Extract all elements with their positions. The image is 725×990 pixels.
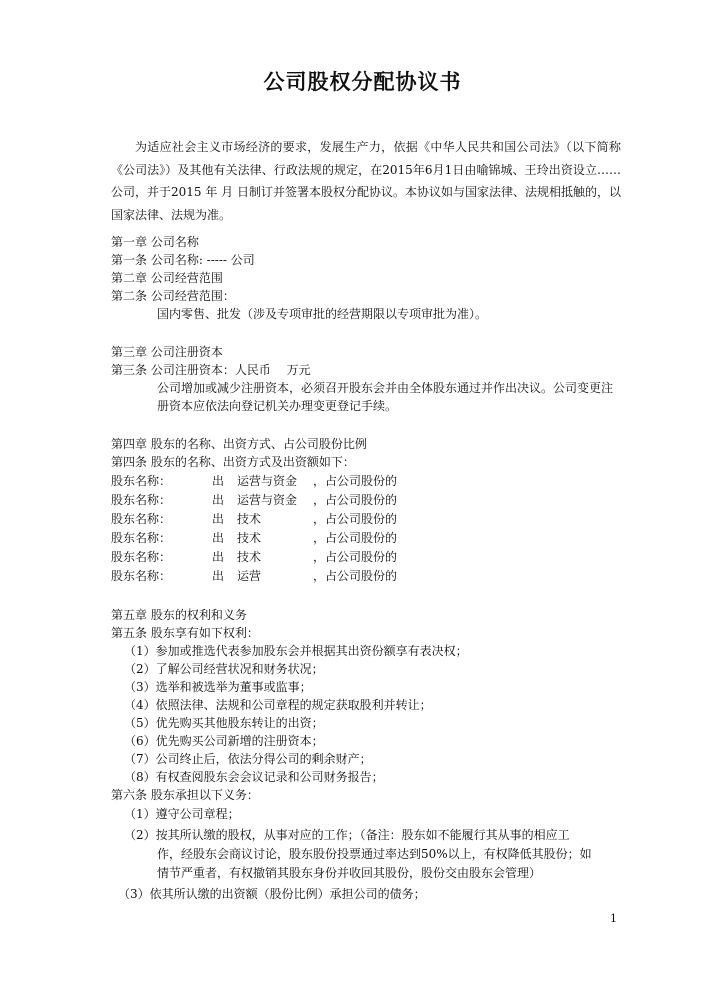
article-3: 第三条 公司注册资本：人民币 万元 [111, 363, 311, 377]
shareholder-contribution-method: 运营 [237, 569, 262, 583]
shareholder-share-label: ，占公司股份的 [313, 493, 398, 507]
shareholder-name-label: 股东名称： [111, 474, 172, 488]
right-item: （8）有权查阅股东会会议记录和公司财务报告； [124, 770, 384, 784]
chapter-5-heading: 第五章 股东的权利和义务 [111, 608, 247, 622]
intro-paragraph: 为适应社会主义市场经济的要求，发展生产力，依据《中华人民共和国公司法》（以下简称《公司法》）及其他有关法律、行政法规的规定，在2015年6月1日由喻锦城、王玲出资设立…… 公司，并于2015 年 月 日制订并签署本股权分配协议。本协议如与国家法律、法规相抵触的，以国家法律、法规为准。 [111, 140, 621, 222]
shareholder-share-label: ，占公司股份的 [313, 531, 398, 545]
right-item: （2）了解公司经营状况和财务状况； [124, 662, 324, 676]
right-item: （4）依照法律、法规和公司章程的规定获取股利并转让； [124, 698, 432, 712]
shareholder-contribution-label: 出 [212, 512, 225, 526]
shareholder-share-label: ，占公司股份的 [313, 550, 398, 564]
chapter-4-heading: 第四章 股东的名称、出资方式、占公司股份比例 [111, 437, 367, 451]
duty-item-continued: 作，经股东会商议讨论，股东股份投票通过率达到50%以上，有权降低其股份；如 [157, 847, 592, 861]
article-6: 第六条 股东承担以下义务： [111, 788, 259, 802]
shareholder-contribution-method: 技术 [237, 512, 262, 526]
right-item: （3）选举和被选举为董事或监事； [124, 680, 312, 694]
shareholder-name-label: 股东名称： [111, 550, 172, 564]
shareholder-contribution-label: 出 [212, 474, 225, 488]
shareholder-contribution-method: 运营与资金 [237, 474, 298, 488]
shareholder-contribution-method: 运营与资金 [237, 493, 298, 507]
shareholder-contribution-label: 出 [212, 550, 225, 564]
article-2-body: 国内零售、批发（涉及专项审批的经营期限以专项审批为准）。 [157, 307, 488, 321]
chapter-2-heading: 第二章 公司经营范围 [111, 271, 223, 285]
shareholder-contribution-method: 技术 [237, 531, 262, 545]
duty-item: （2）按其所认缴的股权，从事对应的工作；（备注：股东如不能履行其从事的相应工 [124, 828, 570, 842]
article-2: 第二条 公司经营范围： [111, 289, 235, 303]
document-title: 公司股权分配协议书 [263, 70, 462, 94]
shareholder-name-label: 股东名称： [111, 512, 172, 526]
chapter-1-heading: 第一章 公司名称 [111, 235, 199, 249]
shareholder-name-label: 股东名称： [111, 493, 172, 507]
shareholder-share-label: ，占公司股份的 [313, 474, 398, 488]
shareholder-name-label: 股东名称： [111, 569, 172, 583]
shareholder-contribution-method: 技术 [237, 550, 262, 564]
article-1: 第一条 公司名称: ----- 公司 [111, 253, 255, 267]
shareholder-share-label: ，占公司股份的 [313, 569, 398, 583]
page-number: 1 [610, 912, 617, 925]
shareholder-share-label: ，占公司股份的 [313, 512, 398, 526]
shareholder-contribution-label: 出 [212, 531, 225, 545]
shareholder-name-label: 股东名称： [111, 531, 172, 545]
article-3-body: 公司增加或减少注册资本，必须召开股东会并由全体股东通过并作出决议。公司变更注册资本应依法向登记机关办理变更登记手续。 [157, 381, 614, 413]
right-item: （1）参加或推选代表参加股东会并根据其出资份额享有表决权； [124, 644, 468, 658]
shareholder-contribution-label: 出 [212, 569, 225, 583]
right-item: （7）公司终止后，依法分得公司的剩余财产； [124, 752, 372, 766]
right-item: （6）优先购买公司新增的注册资本； [124, 734, 324, 748]
duty-item: （1）遵守公司章程； [124, 807, 240, 821]
article-4: 第四条 股东的名称、出资方式及出资额如下： [111, 455, 355, 469]
right-item: （5）优先购买其他股东转让的出资； [124, 716, 324, 730]
duty-item-continued: 情节严重者，有权撤销其股东身份并收回其股份，股份交由股东会管理） [157, 866, 542, 880]
shareholder-contribution-label: 出 [212, 493, 225, 507]
article-5: 第五条 股东享有如下权利： [111, 626, 259, 640]
duty-item: （3）依其所认缴的出资额（股份比例）承担公司的债务； [118, 887, 426, 901]
chapter-3-heading: 第三章 公司注册资本 [111, 345, 223, 359]
